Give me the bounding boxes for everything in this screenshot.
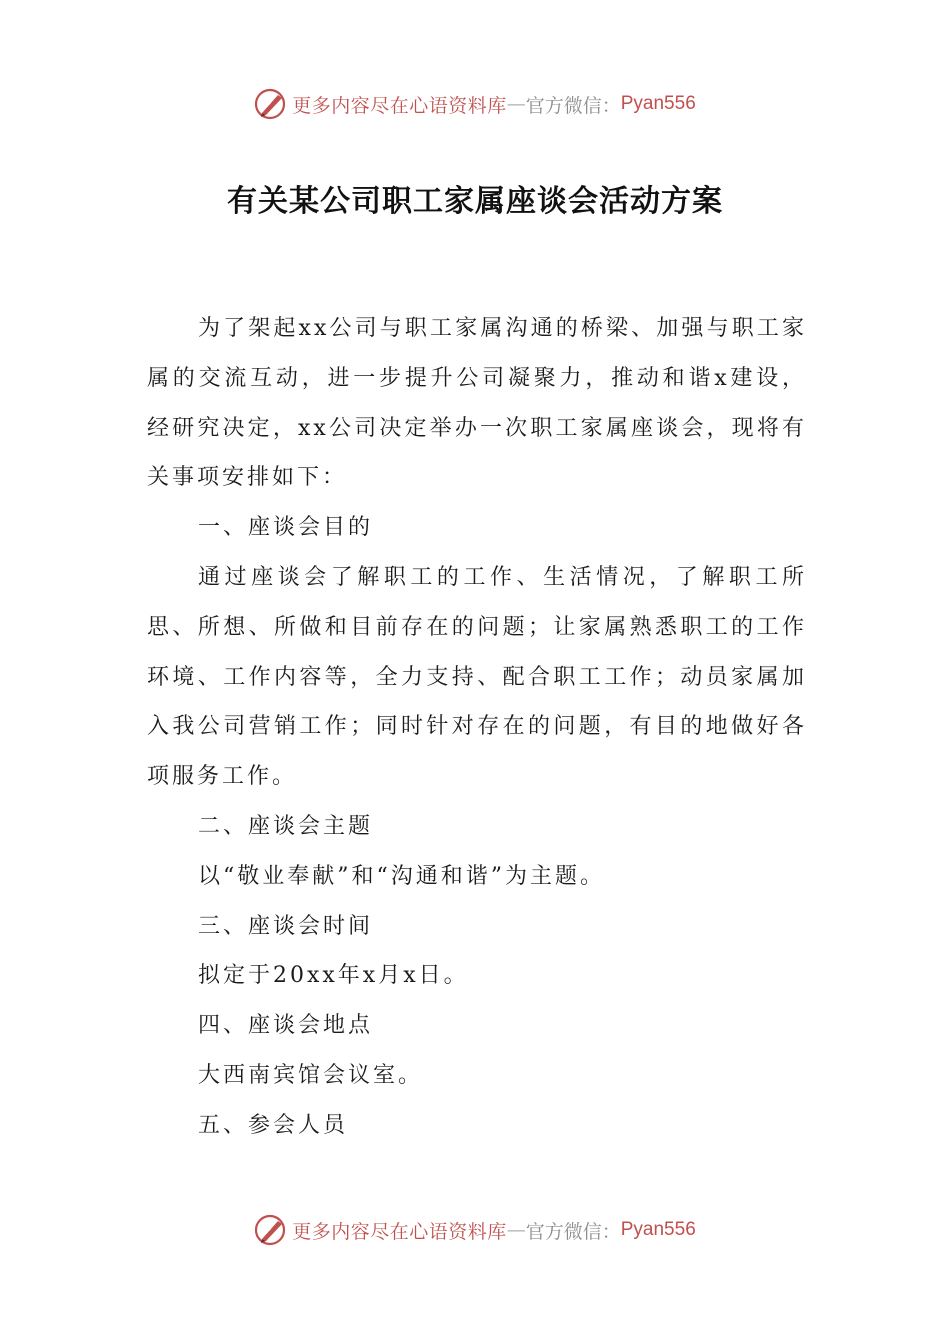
time-paragraph: 拟定于20xx年x月x日。 <box>198 963 469 989</box>
header-watermark-banner <box>0 84 950 124</box>
document-title: 有关某公司职工家属座谈会活动方案 <box>227 184 723 219</box>
footer-watermark-banner <box>0 1210 950 1250</box>
banner-wechat-id: Pyan556 <box>620 1219 696 1240</box>
banner-wechat-id: Pyan556 <box>620 93 696 114</box>
banner-dash: — <box>506 1219 526 1241</box>
banner-wechat-label: 官方微信： <box>525 94 621 117</box>
section-heading-time: 三、座谈会时间 <box>198 913 374 939</box>
section-heading-location: 四、座谈会地点 <box>198 1013 374 1039</box>
banner-wechat-label: 官方微信： <box>525 1220 621 1243</box>
banner-text: 更多内容尽在心语资料库 <box>292 94 507 117</box>
theme-paragraph: 以“敬业奉献”和“沟通和谐”为主题。 <box>198 863 605 889</box>
section-heading-purpose: 一、座谈会目的 <box>198 515 374 541</box>
intro-paragraph: 为了架起xx公司与职工家属沟通的桥梁、加强与职工家属的交流互动，进一步提升公司凝聚力，推动和谐x建设，经研究决定，xx公司决定举办一次职工家属座谈会，现将有关事项安排如下： <box>147 316 807 491</box>
location-paragraph: 大西南宾馆会议室。 <box>198 1062 424 1088</box>
document-body <box>147 304 807 1151</box>
section-heading-attendees: 五、参会人员 <box>198 1112 349 1138</box>
section-heading-theme: 二、座谈会主题 <box>198 813 374 839</box>
pen-logo-icon <box>254 1213 288 1247</box>
purpose-paragraph: 通过座谈会了解职工的工作、生活情况，了解职工所思、所想、所做和目前存在的问题；让家属熟悉职工的工作环境、工作内容等，全力支持、配合职工工作；动员家属加入我公司营销工作；同时针对存在的问题，有目的地做好各项服务工作。 <box>147 564 807 790</box>
banner-dash: — <box>506 93 526 115</box>
pen-logo-icon <box>254 87 288 121</box>
banner-text: 更多内容尽在心语资料库 <box>292 1220 507 1243</box>
